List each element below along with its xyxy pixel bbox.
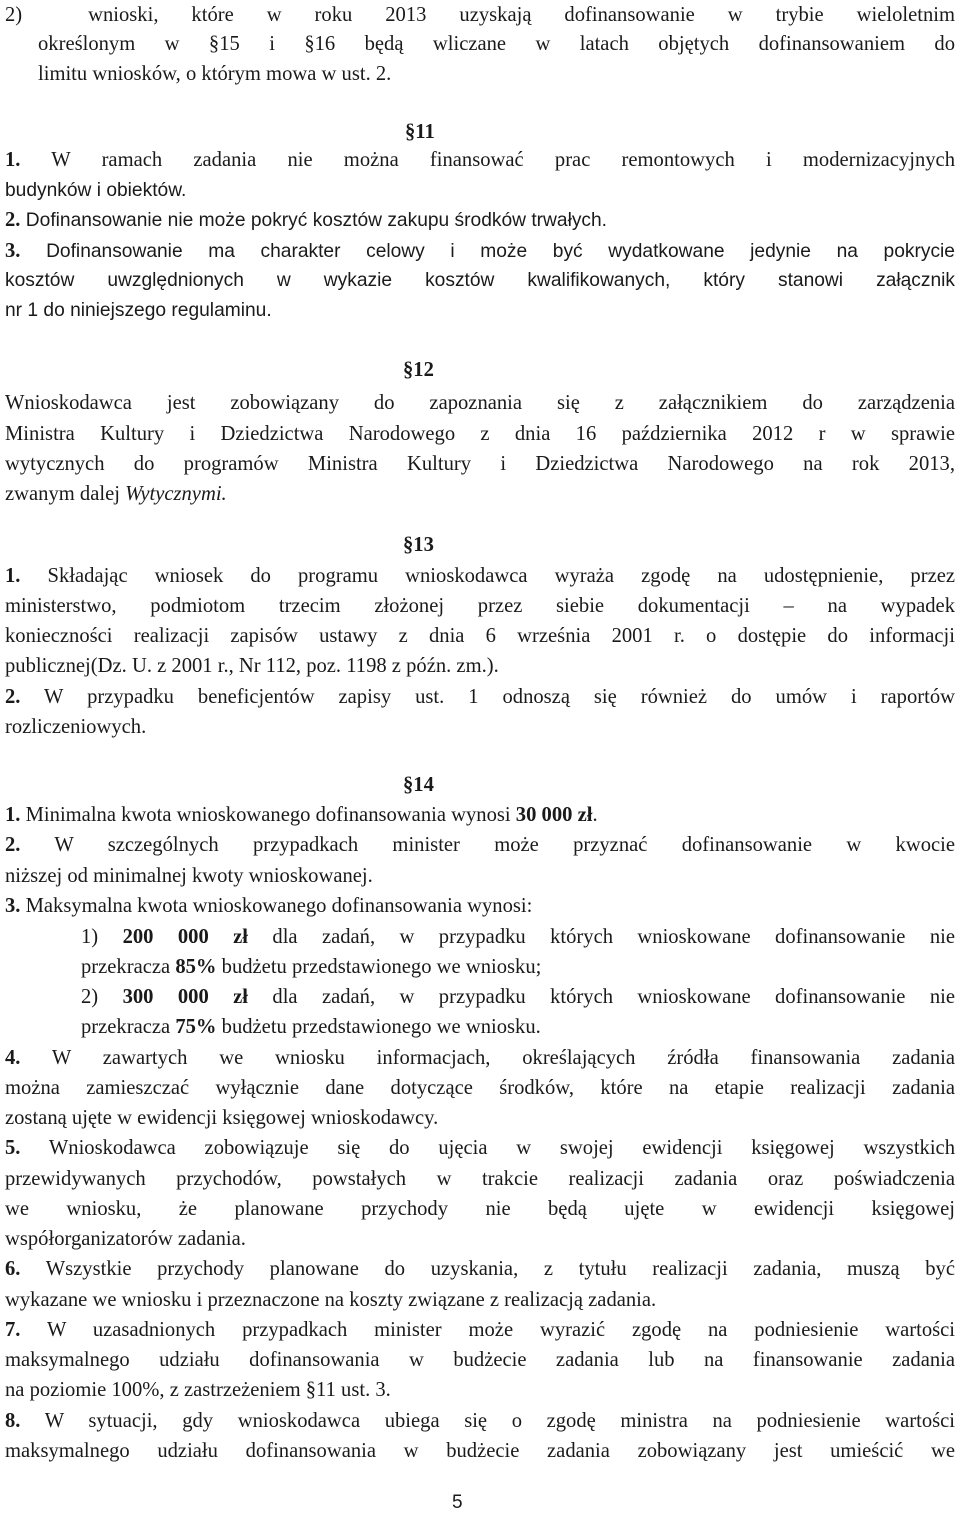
item2-line2: określonym w §15 i §16 będą wliczane w latach objętych dofinansowaniem do	[38, 33, 955, 55]
sub1-number: 1)	[81, 926, 99, 948]
s13-p2-line1: 2. W przypadku beneficjentów zapisy ust. 1 odnoszą się również do umów i raportów	[5, 686, 955, 708]
s11-p3-line2: kosztów uwzględnionych w wykazie kosztów kwalifikowanych, który stanowi załącznik	[5, 270, 955, 291]
s11-p3-line1: 3. Dofinansowanie ma charakter celowy i może być wydatkowane jedynie na pokrycie	[5, 240, 955, 262]
s14-p7-number: 7.	[5, 1319, 21, 1341]
s14-p6-line1: 6. Wszystkie przychody planowane do uzyskania, z tytułu realizacji zadania, muszą być	[5, 1258, 955, 1280]
s14-p5-line4: współorganizatorów zadania.	[5, 1228, 246, 1250]
s14-p6-line2: wykazane we wniosku i przeznaczone na koszty związane z realizacją zadania.	[5, 1289, 657, 1311]
section-14-heading: §14	[403, 774, 434, 796]
s14-p5-line1: 5. Wnioskodawca zobowiązuje się do ujęcia w swojej ewidencji księgowej wszystkich	[5, 1137, 955, 1159]
s11-p1-line2: budynków i obiektów.	[5, 180, 187, 201]
s13-p1-line2: ministerstwo, podmiotom trzecim złożonej przez siebie dokumentacji – na wypadek	[5, 595, 955, 617]
section-11-heading: §11	[405, 121, 435, 143]
s11-p2-number: 2.	[5, 209, 21, 231]
s14-p2-line2: niższej od minimalnej kwoty wnioskowanej.	[5, 865, 373, 887]
s14-sub1-line2: przekracza 85% budżetu przedstawionego we wniosku;	[81, 956, 542, 978]
s13-p1-line4: publicznej(Dz. U. z 2001 r., Nr 112, poz. 1198 z późn. zm.).	[5, 655, 499, 677]
s14-p7-line1: 7. W uzasadnionych przypadkach minister może wyrazić zgodę na podniesienie wartości	[5, 1319, 955, 1341]
sub1-amount: 200 000 zł	[122, 926, 248, 948]
s14-p6-number: 6.	[5, 1258, 21, 1280]
s14-sub2-line2: przekracza 75% budżetu przedstawionego we wniosku.	[81, 1016, 541, 1038]
minimum-amount: 30 000 zł	[515, 804, 593, 826]
section-13-heading: §13	[403, 534, 434, 556]
s14-p8-line1: 8. W sytuacji, gdy wnioskodawca ubiega się o zgodę ministra na podniesienie wartości	[5, 1410, 955, 1432]
s13-p1-line1: 1. Składając wniosek do programu wnioskodawca wyraża zgodę na udostępnienie, przez	[5, 565, 955, 587]
s14-sub1-line1: 1) 200 000 zł dla zadań, w przypadku których wnioskowane dofinansowanie nie	[81, 926, 955, 948]
s11-p2: 2. Dofinansowanie nie może pokryć kosztów zakupu środków trwałych.	[5, 209, 608, 231]
s12-line4: zwanym dalej Wytycznymi.	[5, 483, 227, 505]
page-number: 5	[452, 1492, 463, 1513]
sub2-amount: 300 000 zł	[122, 986, 248, 1008]
s14-p8-number: 8.	[5, 1410, 21, 1432]
s11-p1-number: 1.	[5, 149, 21, 171]
s14-p2-number: 2.	[5, 834, 21, 856]
s12-line3: wytycznych do programów Ministra Kultury i Dziedzictwa Narodowego na rok 2013,	[5, 453, 955, 475]
s12-line2: Ministra Kultury i Dziedzictwa Narodowego z dnia 16 października 2012 r w sprawie	[5, 423, 955, 445]
s14-p4-line1: 4. W zawartych we wniosku informacjach, określających źródła finansowania zadania	[5, 1047, 955, 1069]
s14-p4-line3: zostaną ujęte w ewidencji księgowej wnioskodawcy.	[5, 1107, 439, 1129]
s12-line1: Wnioskodawca jest zobowiązany do zapoznania się z załącznikiem do zarządzenia	[5, 392, 955, 414]
section-12-heading: §12	[403, 359, 434, 381]
s14-p3-number: 3.	[5, 895, 21, 917]
s14-p5-number: 5.	[5, 1137, 21, 1159]
s13-p2-line2: rozliczeniowych.	[5, 716, 147, 738]
s14-p7-line2: maksymalnego udziału dofinansowania w budżecie zadania lub na finansowanie zadania	[5, 1349, 955, 1371]
wytyczne-term: Wytycznymi.	[125, 483, 227, 505]
s14-p5-line3: we wniosku, że planowane przychody nie będą ujęte w ewidencji księgowej	[5, 1198, 955, 1220]
s14-p1-number: 1.	[5, 804, 21, 826]
item2-number: 2)	[5, 4, 23, 26]
s13-p1-number: 1.	[5, 565, 21, 587]
s11-p3-line3: nr 1 do niniejszego regulaminu.	[5, 300, 272, 321]
s11-p1-line1: 1. W ramach zadania nie można finansować prac remontowych i modernizacyjnych	[5, 149, 955, 171]
s14-sub2-line1: 2) 300 000 zł dla zadań, w przypadku których wnioskowane dofinansowanie nie	[81, 986, 955, 1008]
s14-p8-line2: maksymalnego udziału dofinansowania w budżecie zadania zobowiązany jest umieścić we	[5, 1440, 955, 1462]
item2-line1: 2) wnioski, które w roku 2013 uzyskają dofinansowanie w trybie wieloletnim	[5, 4, 955, 26]
s13-p1-line3: konieczności realizacji zapisów ustawy z dnia 6 września 2001 r. o dostępie do informacji	[5, 625, 955, 647]
s14-p3: 3. Maksymalna kwota wnioskowanego dofinansowania wynosi:	[5, 895, 533, 917]
sub2-percentage: 75%	[175, 1016, 217, 1038]
s14-p5-line2: przewidywanych przychodów, powstałych w trakcie realizacji zadania oraz poświadczenia	[5, 1168, 955, 1190]
sub2-number: 2)	[81, 986, 99, 1008]
sub1-percentage: 85%	[175, 956, 217, 978]
s14-p1: 1. Minimalna kwota wnioskowanego dofinansowania wynosi 30 000 zł.	[5, 804, 598, 826]
item2-line3: limitu wniosków, o którym mowa w ust. 2.	[38, 63, 392, 85]
s14-p2-line1: 2. W szczególnych przypadkach minister może przyznać dofinansowanie w kwocie	[5, 834, 955, 856]
s14-p4-number: 4.	[5, 1047, 21, 1069]
s14-p7-line3: na poziomie 100%, z zastrzeżeniem §11 ust. 3.	[5, 1379, 391, 1401]
s13-p2-number: 2.	[5, 686, 21, 708]
s11-p3-number: 3.	[5, 240, 21, 262]
s14-p4-line2: można zamieszczać wyłącznie dane dotyczące środków, które na etapie realizacji zadania	[5, 1077, 955, 1099]
